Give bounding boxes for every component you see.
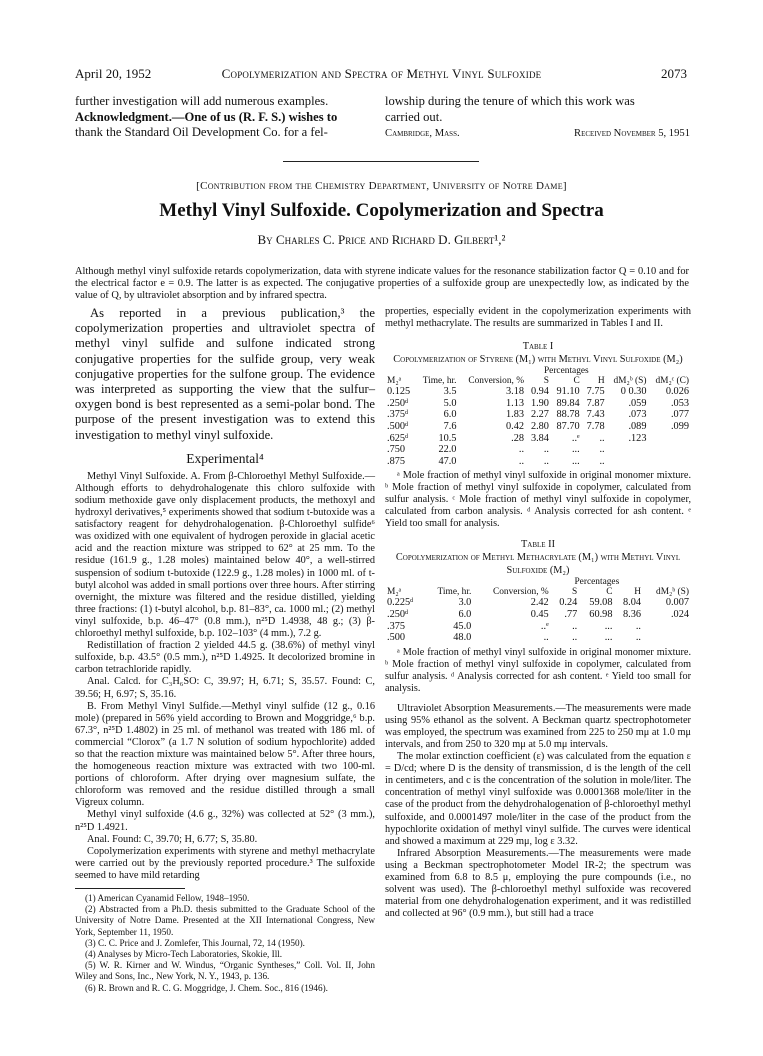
table-cell: .. [572, 632, 578, 644]
table-cell: .. [635, 620, 642, 632]
table-cell: .. [572, 620, 578, 632]
table-2 [385, 577, 691, 643]
table-cell: 60.98 [589, 608, 613, 620]
table-cell: 45.0 [453, 620, 472, 632]
table-2-notes: ᵃ Mole fraction of methyl vinyl sulfoxide in original monomer mixture. ᵇ Mole fraction of methyl vinyl sulfoxide in copolymer, calculated from sulfur analysis. ᵈ Analysis corrected for ash content. ᵉ Yield too small for analysis. [385, 646, 691, 694]
table-header-cell: S [543, 376, 549, 387]
table-header-cell: Conversion, % [468, 376, 525, 387]
footnote: (5) W. R. Kirner and W. Windus, “Organic Syntheses,” Coll. Vol. II, John Wiley and Sons, Inc., New York, N. Y., 1943, p. 136. [75, 960, 375, 982]
table-cell: 0 0.30 [620, 386, 647, 398]
footnote-rule [75, 888, 185, 889]
table-cell: .77 [564, 608, 578, 620]
right-column [385, 306, 691, 920]
table-cell: 47.0 [438, 455, 457, 467]
table-cell: 8.36 [622, 608, 642, 620]
table-cell: .053 [670, 397, 689, 409]
table-cell: 5.0 [443, 397, 457, 409]
table-cell: .250ᵈ [387, 397, 409, 409]
table-cell: .. [599, 455, 605, 467]
percentages-header: Percentages [574, 577, 620, 588]
carryover-right-line: lowship during the tenure of which this work was [385, 94, 635, 108]
received-date: Received November 5, 1951 [574, 128, 690, 140]
table-cell: .073 [628, 409, 647, 421]
table-header-cell: dM₂ᵇ (S) [613, 376, 647, 387]
table-cell: .500ᵈ [387, 420, 409, 432]
table-cell: 7.87 [586, 397, 605, 409]
table-header-cell: M₂ᵃ [387, 376, 402, 387]
table-cell: 0.225ᵈ [387, 597, 414, 609]
table-cell: 0.45 [530, 608, 549, 620]
table-cell [648, 456, 691, 468]
table-cell [643, 632, 691, 644]
table-cell: 0.125 [387, 386, 411, 398]
table-cell: 0.94 [530, 386, 549, 398]
table-cell: ..ᵉ [571, 432, 580, 444]
table-cell: .375ᵈ [387, 409, 409, 421]
table-cell: .077 [670, 409, 689, 421]
table-cell: .. [543, 455, 549, 467]
table-cell: .. [599, 432, 605, 444]
body-paragraph: properties, especially evident in the copolymerization experiments with methyl methacrylate. The results are summarized in Tables I and II. [385, 306, 691, 330]
running-title: Copolymerization and Spectra of Methyl Vinyl Sulfoxide [221, 66, 542, 81]
table-cell: ... [604, 632, 613, 644]
table-cell: 0.007 [665, 597, 689, 609]
table-row [385, 621, 691, 633]
table-cell: .123 [628, 432, 647, 444]
separator-rule [283, 161, 479, 162]
table-cell: 2.42 [530, 597, 549, 609]
table-header-cell: dM₂ᶜ (C) [655, 376, 689, 387]
table-cell: 7.43 [586, 409, 605, 421]
table-cell: 7.75 [586, 386, 605, 398]
table-cell: .. [518, 455, 525, 467]
table-cell: 48.0 [453, 632, 472, 644]
table-2-caption: Copolymerization of Methyl Methacrylate (M₁) with Methyl Vinyl Sulfoxide (M₂) [395, 552, 681, 577]
carryover-left-line: further investigation will add numerous examples. [75, 94, 329, 108]
table-cell: 59.08 [589, 597, 613, 609]
analysis-line: Anal. Found: C, 39.70; H, 6.77; S, 35.80. [87, 833, 258, 845]
table-cell: 22.0 [438, 444, 457, 456]
table-cell: 89.84 [556, 397, 580, 409]
table-row [385, 597, 691, 609]
carryover-right-line: carried out. [385, 109, 443, 124]
table-cell: 1.13 [506, 397, 525, 409]
table-header-cell: C [573, 376, 580, 387]
body-paragraph: Methyl Vinyl Sulfoxide. A. From β-Chloroethyl Methyl Sulfoxide.—Although efforts to dehydrohalogenate this chloro sulfoxide with sodium methoxide gave only displacement products, the methoxyl and hydroxyl derivatives,⁵ experiments showed that sodium t-butoxide was a satisfactory reagent for dehydrohalogenation. β-Chloroethyl sulfide⁶ was oxidized with one equivalent of hydrogen peroxide in glacial acetic acid and the reaction mixture was stripped to 62° at 25 mm. To the residue (161.9 g., 1.28 moles) maintained below 40°, a well-stirred suspension of sodium t-butoxide (122.9 g., 1.28 moles) in 1000 ml. of t-butyl alcohol was added in small portions over three hours. After stirring overnight, the mixture was filtered and the residue distilled, yielding three fractions: (1) t-butyl alcohol, b.p. 81–83°, ca. 1000 ml.; (2) methyl vinyl sulfoxide, b.p. 46–47° (0.8 mm.), n²⁵D 1.4938, 48 g.; (3) β-chloroethyl methyl sulfoxide, b.p. 102–103° (4 mm.), 7.2 g. [75, 470, 375, 640]
table-cell [607, 456, 649, 468]
table-cell: .625ᵈ [387, 432, 409, 444]
table-header-cell: S [572, 587, 578, 598]
table-header-cell: Conversion, % [492, 587, 549, 598]
body-paragraph: Ultraviolet Absorption Measurements.—The measurements were made using 95% ethanol as the solvent. A Beckman quartz spectrophotometer was employed, the spectrum was examined from 225 to 250 mμ at 1.0 mμ intervals, and from 250 to 320 mμ at 5.0 mμ intervals. [385, 702, 691, 750]
body-paragraph: Copolymerization experiments with styrene and methyl methacrylate were carried out by the previously reported procedure.³ The sulfoxide seemed to have mild retarding [75, 845, 375, 881]
footnote: (2) Abstracted from a Ph.D. thesis submitted to the Graduate School of the University of Notre Dame. Presented at the XII International Congress, New York, September 11, 1950. [75, 904, 375, 937]
body-paragraph: B. From Methyl Vinyl Sulfide.—Methyl vinyl sulfide (12 g., 0.16 mole) (prepared in 56% yield according to Brown and Moggridge,⁶ b.p. 67.3°, n²⁵D 1.4802) in 25 ml. of methanol was treated with 186 ml. of commercial “Clorox” (a 1.7 N solution of sodium hypochlorite) added so that the reaction mixture was maintained below 5°. After three hours, the homogeneous reaction mixture was extracted with two 100-ml. portions of chloroform. After drying over magnesium sulfate, the chloroform was removed and the residue distilled through a small Vigreux column. [75, 700, 375, 809]
table-row [385, 398, 691, 410]
table-1-caption: Copolymerization of Styrene (M₁) with Methyl Vinyl Sulfoxide (M₂) [393, 354, 683, 366]
table-cell: 0.026 [665, 386, 689, 398]
table-cell: .28 [511, 432, 525, 444]
table-cell [648, 444, 691, 456]
table-row [385, 421, 691, 433]
table-cell [643, 621, 691, 633]
left-column [75, 306, 375, 994]
footnote: (4) Analyses by Micro-Tech Laboratories, Skokie, Ill. [85, 949, 283, 960]
table-header-cell: H [597, 376, 605, 387]
table-1 [385, 366, 691, 467]
table-row [385, 433, 691, 445]
table-cell: 2.80 [530, 420, 549, 432]
running-date: April 20, 1952 [75, 66, 152, 81]
page-number: 2073 [661, 66, 687, 81]
table-header-cell: H [634, 587, 642, 598]
table-1-label: Table I [522, 341, 554, 353]
body-paragraph: Redistillation of fraction 2 yielded 44.5 g. (38.6%) of methyl vinyl sulfoxide, b.p. 43.5° (0.5 mm.), n²⁵D 1.4925. It decolorized bromine in carbon tetrachloride rapidly. [75, 640, 375, 676]
analysis-line: Anal. Calcd. for C₃H₆SO: C, 39.97; H, 6.71; S, 35.57. Found: C, 39.56; H, 6.97; S, 35.16. [75, 676, 375, 700]
table-cell: 0.24 [559, 597, 578, 609]
table-cell: 7.78 [586, 420, 605, 432]
table-cell: ... [604, 620, 613, 632]
table-row [385, 609, 691, 621]
footnote: (3) C. C. Price and J. Zomlefer, This Journal, 72, 14 (1950). [85, 937, 305, 948]
table-cell: .875 [387, 455, 406, 467]
carryover-left-line: thank the Standard Oil Development Co. for a fel- [75, 125, 328, 140]
table-row [385, 386, 691, 398]
table-cell: 7.6 [443, 420, 457, 432]
table-cell: 3.0 [458, 597, 472, 609]
table-cell [648, 433, 691, 445]
table-header-cell: dM₂ᵇ (S) [656, 587, 689, 598]
table-cell: .024 [670, 608, 689, 620]
table-cell: .059 [628, 397, 647, 409]
table-cell: 1.90 [530, 397, 549, 409]
table-cell: 87.70 [556, 420, 580, 432]
table-row [385, 632, 691, 644]
table-cell: ... [571, 455, 580, 467]
table-cell: .. [635, 632, 642, 644]
table-header-cell: Time, hr. [422, 376, 457, 387]
table-cell: 3.84 [530, 432, 549, 444]
table-2-label: Table II [521, 539, 555, 551]
table-row [385, 409, 691, 421]
table-cell: 1.83 [506, 409, 525, 421]
carryover-right [385, 94, 690, 142]
table-header-cell: Time, hr. [437, 587, 472, 598]
table-cell: 10.5 [438, 432, 457, 444]
body-paragraph: The molar extinction coefficient (ε) was calculated from the equation ε = D/cd; where D is the density of transmission, d is the length of the cell in centimeters, and c is the concentration of the solution in mole/liter. The concentration of methyl vinyl sulfoxide was 0.0001368 mole/liter in the case of the product from the dehydrohalogenation of β-chloroethyl methyl sulfoxide, and 0.0001497 mole/liter in the case of the product from the hypochlorite oxidation of methyl vinyl sulfide. The curves were identical and showed a maximum at 229 mμ, log ε 3.32. [385, 751, 691, 847]
percentages-header: Percentages [543, 366, 589, 377]
footnote: (6) R. Brown and R. C. G. Moggridge, J. Chem. Soc., 816 (1946). [85, 982, 328, 993]
body-paragraph: Infrared Absorption Measurements.—The measurements were made using a Beckman spectrophotometer Model IR-2; the spectrum was examined from 6.8 to 8.5 μ, employing the pure compounds (i.e., no solvent was used). The β-chloroethyl methyl sulfoxide was recovered material from one dehydrohalogenation experiment, and it was redistilled and collected at 96° (0.9 mm.), but still had a trace [385, 847, 691, 920]
table-cell: ..ᵉ [540, 620, 549, 632]
table-row [385, 456, 691, 468]
table-1-notes: ᵃ Mole fraction of methyl vinyl sulfoxide in original monomer mixture. ᵇ Mole fraction of methyl vinyl sulfoxide in copolymer, calculated from sulfur analysis. ᶜ Mole fraction of methyl vinyl sulfoxide in copolymer, calculated from carbon analysis. ᵈ Analysis corrected for ash content. ᵉ Yield too small for analysis. [385, 470, 691, 530]
affiliation: Cambridge, Mass. [385, 128, 460, 140]
table-cell: 3.5 [443, 386, 457, 398]
table-header-cell: M₂ᵃ [387, 587, 402, 598]
table-cell: 3.18 [506, 386, 525, 398]
table-cell: 6.0 [458, 608, 472, 620]
table-header-cell: C [606, 587, 613, 598]
authors: By Charles C. Price and Richard D. Gilbert¹,² [257, 232, 506, 247]
table-cell: .. [543, 632, 549, 644]
table-cell: .750 [387, 444, 406, 456]
table-cell: .. [599, 444, 605, 456]
table-cell: ... [571, 444, 580, 456]
table-cell: 2.27 [530, 409, 549, 421]
table-cell: .500 [387, 632, 406, 644]
carryover-left [75, 94, 375, 141]
abstract: Although methyl vinyl sulfoxide retards copolymerization, data with styrene indicate values for the resonance stabilization factor Q = 0.10 and for the electrical factor e = 0.9. The latter is as expected. The conjugative properties of a sulfoxide group are unexpectedly low, as indicated by the value of Q, by ultraviolet absorption and by infrared spectra. [75, 266, 689, 301]
table-cell: .089 [628, 420, 647, 432]
footnote: (1) American Cyanamid Fellow, 1948–1950. [85, 893, 250, 904]
intro-paragraph: As reported in a previous publication,³ the copolymerization properties and ultraviolet spectra of methyl vinyl sulfide and sulfone indicated strong conjugative properties for the sulfide group, very weak conjugative properties for the sulfone group. The evidence was interpreted as supporting the view that the sulfur–oxygen bond is best represented as a semi-polar bond. The purpose of the present investigation was to extend this investigation to methyl vinyl sulfoxide. [75, 306, 375, 442]
body-paragraph: Methyl vinyl sulfoxide (4.6 g., 32%) was collected at 52° (3 mm.), n²⁵D 1.4921. [75, 809, 375, 833]
article-title: Methyl Vinyl Sulfoxide. Copolymerization and Spectra [159, 200, 604, 221]
table-cell: .. [518, 444, 525, 456]
table-cell: 91.10 [556, 386, 580, 398]
acknowledgment-line: Acknowledgment.—One of us (R. F. S.) wishes to [75, 109, 338, 124]
table-cell: .. [543, 444, 549, 456]
table-cell: .250ᵈ [387, 608, 409, 620]
table-cell: 0.42 [506, 420, 525, 432]
table-cell: .375 [387, 620, 406, 632]
table-cell: 8.04 [622, 597, 642, 609]
table-row [385, 444, 691, 456]
table-cell: 88.78 [556, 409, 580, 421]
contribution-line: [Contribution from the Chemistry Department, University of Notre Dame] [196, 180, 567, 192]
table-cell: 6.0 [443, 409, 457, 421]
section-heading-experimental: Experimental⁴ [186, 450, 264, 466]
table-cell: .099 [670, 420, 689, 432]
table-cell [607, 444, 649, 456]
